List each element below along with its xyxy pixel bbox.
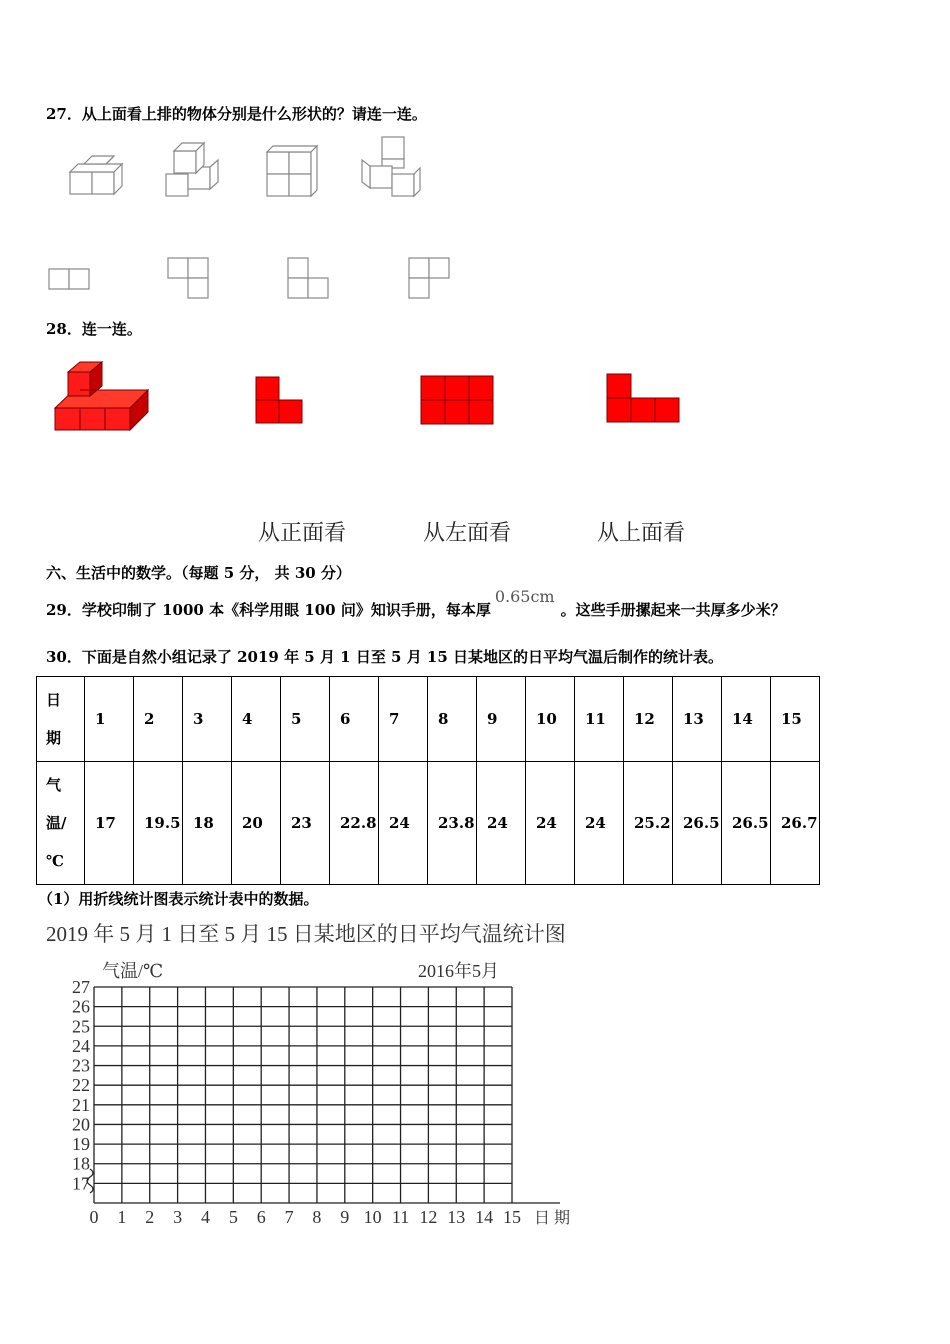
table-row-days bbox=[37, 677, 820, 762]
y-tick-label: 22 bbox=[72, 1075, 90, 1096]
temp-cell: 19.5 bbox=[134, 762, 183, 885]
x-tick-label: 10 bbox=[363, 1207, 382, 1227]
temp-cell: 18 bbox=[183, 762, 232, 885]
section-6-heading: 六、生活中的数学。（每题 5 分， 共 30 分） bbox=[46, 564, 351, 582]
temp-cell: 26.5 bbox=[673, 762, 722, 885]
day-cell: 15 bbox=[771, 677, 820, 762]
temp-cell: 25.2 bbox=[624, 762, 673, 885]
q27-object-2 bbox=[166, 143, 218, 196]
y-tick-label: 17 bbox=[72, 1173, 90, 1194]
x-tick-label: 7 bbox=[284, 1207, 294, 1227]
day-cell: 2 bbox=[134, 677, 183, 762]
table-row-temps bbox=[37, 762, 820, 885]
q27-objects bbox=[0, 130, 460, 310]
day-cell: 1 bbox=[85, 677, 134, 762]
day-cell: 6 bbox=[330, 677, 379, 762]
y-tick-label: 20 bbox=[72, 1114, 90, 1135]
y-tick-label: 19 bbox=[72, 1134, 90, 1155]
q27-object-1 bbox=[70, 156, 122, 194]
temp-cell: 24 bbox=[477, 762, 526, 885]
chart-title: 2019 年 5 月 1 日至 5 月 15 日某地区的日平均气温统计图 bbox=[46, 922, 566, 946]
day-cell: 5 bbox=[281, 677, 330, 762]
line-chart bbox=[60, 955, 600, 1235]
temp-cell: 23.8 bbox=[428, 762, 477, 885]
temp-cell: 24 bbox=[575, 762, 624, 885]
row-label-days: 日 期 bbox=[37, 677, 85, 762]
day-cell: 8 bbox=[428, 677, 477, 762]
y-axis-label: 气温/℃ bbox=[102, 961, 164, 981]
temp-cell: 22.8 bbox=[330, 762, 379, 885]
q27-object-3 bbox=[267, 146, 317, 196]
view-top-label: 从上面看 bbox=[597, 521, 686, 546]
y-tick-label: 23 bbox=[72, 1055, 90, 1076]
x-tick-label: 3 bbox=[173, 1207, 183, 1227]
q30-text: 30．下面是自然小组记录了 2019 年 5 月 1 日至 5 月 15 日某地区的日平均气温后制作的统计表。 bbox=[46, 648, 724, 666]
q28-view-c bbox=[607, 374, 679, 422]
q27-top-view-3 bbox=[288, 258, 328, 298]
q27-top-view-1 bbox=[49, 269, 89, 289]
x-axis-label: 日 期 bbox=[534, 1210, 571, 1227]
view-front-label: 从正面看 bbox=[258, 521, 347, 546]
y-tick-label: 21 bbox=[72, 1094, 90, 1115]
chart-ticks bbox=[72, 977, 521, 1227]
day-cell: 13 bbox=[673, 677, 722, 762]
x-tick-label: 0 bbox=[89, 1207, 99, 1227]
day-cell: 9 bbox=[477, 677, 526, 762]
x-tick-label: 13 bbox=[447, 1207, 466, 1227]
y-tick-label: 18 bbox=[72, 1153, 90, 1174]
temp-cell: 24 bbox=[526, 762, 575, 885]
day-cell: 14 bbox=[722, 677, 771, 762]
day-cell: 11 bbox=[575, 677, 624, 762]
q28-view-a bbox=[256, 377, 302, 423]
temp-cell: 26.5 bbox=[722, 762, 771, 885]
x-tick-label: 15 bbox=[503, 1207, 521, 1227]
x-tick-label: 14 bbox=[475, 1207, 494, 1227]
y-tick-label: 25 bbox=[72, 1016, 90, 1037]
q27-top-view-4 bbox=[409, 258, 449, 298]
q27-top-view-2 bbox=[168, 258, 208, 298]
chart-grid bbox=[87, 987, 560, 1203]
x-tick-label: 4 bbox=[200, 1207, 210, 1227]
view-left-label: 从左面看 bbox=[423, 521, 512, 546]
temp-cell: 20 bbox=[232, 762, 281, 885]
x-tick-label: 11 bbox=[391, 1207, 410, 1227]
q28-view-b bbox=[421, 376, 493, 424]
temp-cell: 17 bbox=[85, 762, 134, 885]
x-tick-label: 2 bbox=[145, 1207, 155, 1227]
temp-cell: 26.7 bbox=[771, 762, 820, 885]
x-tick-label: 12 bbox=[419, 1207, 438, 1227]
temperature-table bbox=[36, 676, 820, 885]
q28-solid bbox=[55, 362, 148, 430]
q27-object-4 bbox=[362, 137, 420, 196]
x-tick-label: 1 bbox=[117, 1207, 127, 1227]
y-tick-label: 27 bbox=[72, 977, 90, 997]
corner-label: 2016年5月 bbox=[418, 961, 499, 981]
q27-text: 27．从上面看上排的物体分别是什么形状的？请连一连。 bbox=[46, 105, 427, 123]
q30-sub1: （1）用折线统计图表示统计表中的数据。 bbox=[38, 890, 319, 908]
q29-before: 29．学校印制了 1000 本《科学用眼 100 问》知识手册，每本厚 bbox=[46, 601, 491, 619]
x-tick-label: 8 bbox=[312, 1207, 322, 1227]
day-cell: 4 bbox=[232, 677, 281, 762]
q28-figures bbox=[0, 355, 700, 445]
x-tick-label: 9 bbox=[340, 1207, 350, 1227]
x-tick-label: 5 bbox=[228, 1207, 238, 1227]
q29-formula: 0.65cm bbox=[494, 587, 555, 606]
temp-cell: 24 bbox=[379, 762, 428, 885]
x-tick-label: 6 bbox=[256, 1207, 266, 1227]
temp-cell: 23 bbox=[281, 762, 330, 885]
q29-after: 。这些手册摞起来一共厚多少米？ bbox=[560, 601, 786, 619]
row-label-temp: 气 温/ ℃ bbox=[37, 762, 85, 885]
y-tick-label: 26 bbox=[72, 996, 90, 1017]
day-cell: 12 bbox=[624, 677, 673, 762]
q28-text: 28．连一连。 bbox=[46, 320, 142, 338]
day-cell: 3 bbox=[183, 677, 232, 762]
day-cell: 7 bbox=[379, 677, 428, 762]
day-cell: 10 bbox=[526, 677, 575, 762]
q29-text bbox=[46, 587, 786, 620]
y-tick-label: 24 bbox=[72, 1035, 90, 1056]
